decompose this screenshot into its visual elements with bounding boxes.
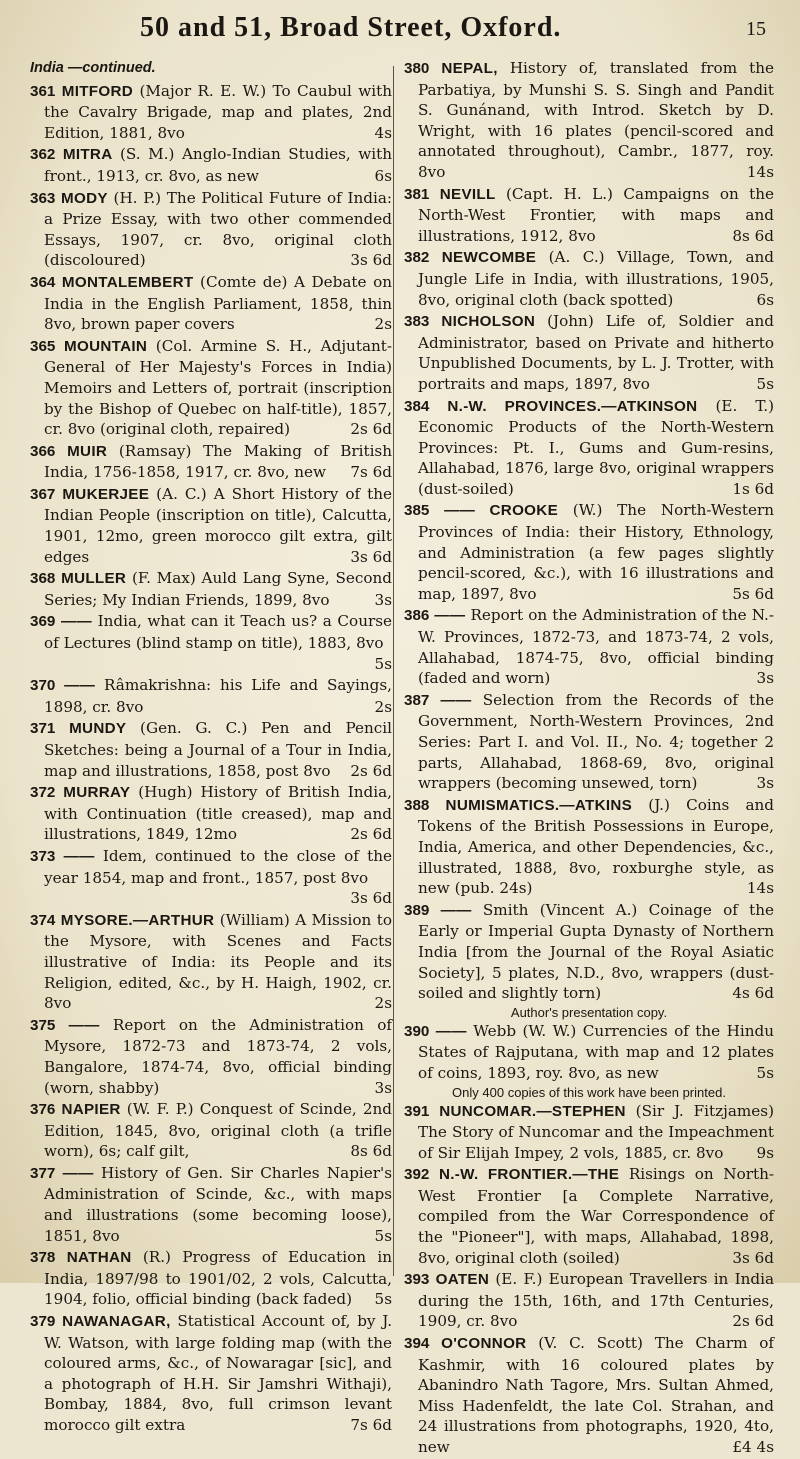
- entry-price: 2s: [374, 697, 392, 716]
- entry-number: 382: [404, 249, 430, 267]
- entry-price: 5s: [374, 654, 392, 673]
- entry-author: ——: [63, 847, 95, 865]
- entry-author: MITFORD: [61, 82, 134, 100]
- column-divider: [393, 66, 394, 1276]
- entry-author: NEVILL: [439, 185, 496, 203]
- catalogue-entry: [404, 1021, 774, 1084]
- catalogue-entry: [404, 311, 774, 394]
- catalogue-entry: [30, 568, 392, 610]
- entry-number: 383: [404, 313, 430, 331]
- entry-number: 388: [404, 796, 430, 814]
- entry-author: ——: [64, 677, 96, 695]
- page-title: 50 and 51, Broad Street, Oxford.: [140, 12, 562, 43]
- entry-price: 2s 6d: [350, 420, 392, 439]
- catalogue-entry: [30, 611, 392, 674]
- entry-description: Report on the Administration of the N.-W. Provinces, 1872-73, and 1873-74, 2 vols, Allahabad, 1874-75, 8vo, official binding (faded and worn): [418, 606, 774, 688]
- entry-author: MULLER: [61, 570, 127, 588]
- entry-description: (A. C.) A Short History of the Indian People (inscription on title), Calcutta, 1901, 12mo, green morocco gilt extra, gilt edges: [44, 484, 393, 566]
- catalogue-entry: [404, 184, 774, 247]
- entry-price: 3s: [374, 1078, 392, 1097]
- entry-author: NEWCOMBE: [441, 249, 537, 267]
- catalogue-entry: [404, 1333, 774, 1458]
- entry-author: NATHAN: [66, 1249, 132, 1267]
- entry-author: ——: [440, 691, 472, 709]
- catalogue-entry: [30, 1163, 392, 1246]
- catalogue-entry: [30, 144, 392, 186]
- entry-number: 369: [30, 613, 56, 631]
- entry-author: MUIR: [67, 442, 108, 460]
- entry-author: NEPAL,: [441, 60, 498, 77]
- catalogue-entry: [404, 690, 774, 794]
- entry-author: NUMISMATICS.—ATKINS: [445, 796, 633, 814]
- entry-price: 4s 6d: [732, 984, 774, 1003]
- entry-description: (Major R. E. W.) To Caubul with the Cavalry Brigade, map and plates, 2nd Edition, 1881, 8vo: [44, 81, 393, 142]
- entry-number: 364: [30, 273, 56, 291]
- catalogue-entry: [30, 1311, 392, 1436]
- entry-number: 365: [30, 337, 56, 355]
- catalogue-entry: [30, 441, 392, 483]
- entry-author: MITRA: [62, 146, 113, 164]
- left-entry-list: [30, 81, 392, 1436]
- entry-price: 7s 6d: [350, 463, 392, 482]
- entry-number: 390: [404, 1022, 430, 1040]
- entry-number: 373: [30, 847, 56, 865]
- catalogue-entry: [30, 675, 392, 717]
- entry-number: 379: [30, 1313, 56, 1331]
- entry-price: 5s 6d: [732, 584, 774, 603]
- entry-author: N.-W. PROVINCES.—ATKINSON: [447, 397, 698, 415]
- catalogue-entry: [30, 846, 392, 909]
- entry-author: NAPIER: [61, 1101, 121, 1119]
- entry-price: 14s: [746, 162, 774, 181]
- entry-price: 5s: [374, 1226, 392, 1245]
- entry-number: 381: [404, 185, 430, 203]
- catalogue-entry: [404, 900, 774, 1004]
- entry-price: 14s: [746, 879, 774, 898]
- entry-description: History of Gen. Sir Charles Napier's Administration of Scinde, &c., with maps and illustrations (some becoming loose), 1851, 8vo: [44, 1163, 392, 1245]
- entry-author: MUKERJEE: [62, 485, 150, 503]
- entry-author: MYSORE.—ARTHUR: [60, 911, 215, 929]
- entry-number: 374: [30, 911, 56, 929]
- entry-number: 386: [404, 607, 430, 625]
- entry-number: 370: [30, 677, 56, 695]
- entry-author: NICHOLSON: [441, 313, 536, 331]
- entry-author: ——: [68, 1016, 100, 1034]
- entry-number: 391: [404, 1102, 430, 1120]
- entry-description: (Gen. G. C.) Pen and Pencil Sketches: being a Journal of a Tour in India, map and illustrations, 1858, post 8vo: [44, 719, 393, 780]
- catalogue-entry: [30, 484, 392, 567]
- entry-price: 2s 6d: [732, 1312, 774, 1331]
- entry-description: (J.) Coins and Tokens of the British Possessions in Europe, India, America, and other Dependencies, &c., illustrated, 1888, 8vo, roxburghe style, as new (pub. 24s): [418, 795, 775, 898]
- entry-number: 384: [404, 397, 430, 415]
- catalogue-entry: [404, 1101, 774, 1164]
- entry-number: 387: [404, 691, 430, 709]
- entry-author: —— CROOKE: [444, 502, 558, 520]
- entry-price: 8s 6d: [350, 1142, 392, 1161]
- entry-price: 3s: [756, 669, 774, 688]
- entry-note: Author's presentation copy.: [510, 1004, 668, 1020]
- catalogue-entry: [30, 1099, 392, 1162]
- entry-price: 6s: [374, 166, 392, 185]
- entry-number: 368: [30, 570, 56, 588]
- entry-author: NUNCOMAR.—STEPHEN: [439, 1102, 626, 1120]
- entry-note: Only 400 copies of this work have been printed.: [452, 1084, 726, 1100]
- entry-description: Râmakrishna: his Life and Sayings, 1898, cr. 8vo: [44, 676, 392, 716]
- entry-number: 393: [404, 1271, 430, 1289]
- right-entry-list: [404, 58, 774, 1458]
- catalogue-entry: [30, 188, 392, 271]
- entry-number: 363: [30, 189, 56, 207]
- catalogue-entry: [30, 336, 392, 440]
- catalogue-entry: [30, 1247, 392, 1310]
- entry-description: Selection from the Records of the Government, North-Western Provinces, 2nd Series: Part I. and Vol. II., No. 4; together 2 parts, Allahabad, 1868-69, 8vo, original wrappers (becoming unsewed, torn): [418, 690, 775, 793]
- page-number: 15: [746, 18, 766, 40]
- entry-description: (Sir J. Fitzjames) The Story of Nuncomar and the Impeachment of Sir Elijah Impey, 2 vols, 1885, cr. 8vo: [418, 1101, 775, 1162]
- entry-price: 3s: [756, 774, 774, 793]
- entry-author: MUNDY: [69, 720, 127, 738]
- entry-description: History of, translated from the Parbatiya, by Munshi S. S. Singh and Pandit S. Gunánand, with Introd. Sketch by D. Wright, with 16 plates (pencil-scored and annotated throughout), Cambr., 1877, roy. 8vo: [418, 59, 775, 181]
- entry-number: 372: [30, 784, 56, 802]
- entry-price: 3s 6d: [350, 547, 392, 566]
- entry-price: 6s: [756, 290, 774, 309]
- entry-number: 362: [30, 146, 56, 164]
- entry-description: (John) Life of, Soldier and Administrator, based on Private and hitherto Unpublished Documents, by L. J. Trotter, with portraits and maps, 1897, 8vo: [418, 312, 775, 393]
- entry-description: (S. M.) Anglo-Indian Studies, with front., 1913, cr. 8vo, as new: [44, 145, 393, 185]
- catalogue-entry: [30, 272, 392, 335]
- left-column: [30, 58, 392, 1437]
- entry-price: 5s: [756, 374, 774, 393]
- entry-number: 376: [30, 1101, 56, 1119]
- entry-description: Statistical Account of, by J. W. Watson, with large folding map (with the coloured arms, &c., of Nowaragar [sic], and a photograph of H.H. Sir Jamshri Withaji), Bombay, 1884, 8vo, full crimson levant morocco gilt extra: [44, 1312, 393, 1434]
- catalogue-entry: [404, 58, 774, 183]
- entry-number: 366: [30, 442, 56, 460]
- entry-description: (V. C. Scott) The Charm of Kashmir, with 16 coloured plates by Abanindro Nath Tagore, Mrs. Sultan Ahmed, Miss Hadenfeldt, the late Col. Strahan, and 24 illustrations from photographs, 1920, 4to, new: [418, 1334, 775, 1456]
- entry-price: 3s 6d: [732, 1248, 774, 1267]
- entry-description: (Comte de) A Debate on India in the English Parliament, 1858, thin 8vo, brown paper covers: [44, 272, 393, 334]
- entry-author: ——: [62, 1164, 94, 1182]
- entry-number: 380: [404, 60, 430, 77]
- catalogue-entry: [404, 247, 774, 310]
- entry-author: MOUNTAIN: [64, 337, 148, 355]
- entry-price: 5s: [756, 1063, 774, 1082]
- entry-description: (F. Max) Auld Lang Syne, Second Series; My Indian Friends, 1899, 8vo: [44, 569, 392, 609]
- entry-price: 7s 6d: [350, 1416, 392, 1434]
- entry-author: MURRAY: [63, 784, 131, 802]
- entry-description: (E. T.) Economic Products of the North-Western Provinces: Pt. I., Gums and Gum-resins, Allahabad, 1876, large 8vo, original wrappers (dust-soiled): [418, 396, 774, 498]
- entry-description: (William) A Mission to the Mysore, with Scenes and Facts illustrative of India: its People and its Religion, edited, &c., by H. Haigh, 1902, cr. 8vo: [44, 910, 392, 1013]
- entry-author: OATEN: [435, 1271, 490, 1289]
- entry-author: NAWANAGAR,: [62, 1313, 171, 1331]
- entry-number: 385: [404, 502, 430, 520]
- entry-price: 2s 6d: [350, 825, 392, 844]
- entry-number: 375: [30, 1016, 56, 1034]
- entry-description: Report on the Administration of Mysore, 1872-73 and 1873-74, 2 vols, Bangalore, 1874-74, 8vo, official binding (worn, shabby): [44, 1015, 392, 1097]
- entry-price: 3s 6d: [350, 889, 392, 908]
- entry-price: 1s 6d: [732, 479, 774, 498]
- catalogue-entry: [30, 81, 392, 144]
- entry-number: 394: [404, 1335, 430, 1353]
- entry-description: Webb (W. W.) Currencies of the Hindu States of Rajputana, with map and 12 plates of coins, 1893, roy. 8vo, as new: [418, 1021, 775, 1082]
- entry-author: ——: [435, 1022, 467, 1040]
- catalogue-entry: [404, 605, 774, 688]
- catalogue-entry: [30, 910, 392, 1014]
- catalogue-entry: [404, 1164, 774, 1268]
- entry-number: 378: [30, 1249, 56, 1267]
- entry-author: MODY: [61, 189, 108, 207]
- entry-description: (Hugh) History of British India, with Continuation (title creased), map and illustrations, 1849, 12mo: [44, 783, 393, 844]
- entry-number: 367: [30, 485, 56, 503]
- entry-description: Smith (Vincent A.) Coinage of the Early or Imperial Gupta Dynasty of Northern India [from the Journal of the Royal Asiatic Society], 5 plates, N.D., 8vo, wrappers (dust-soiled and slightly torn): [418, 900, 774, 1003]
- entry-description: (R.) Progress of Education in India, 1897/98 to 1901/02, 2 vols, Calcutta, 1904, folio, official binding (back faded): [44, 1248, 393, 1309]
- entry-author: ——: [60, 613, 92, 631]
- entry-price: £4 4s: [732, 1438, 774, 1456]
- catalogue-entry: [30, 718, 392, 781]
- entry-price: 9s: [756, 1143, 774, 1162]
- entry-description: (A. C.) Village, Town, and Jungle Life in India, with illustrations, 1905, 8vo, original cloth (back spotted): [418, 248, 774, 309]
- entry-price: 2s: [374, 994, 392, 1013]
- section-continued-heading: India —continued.: [30, 60, 156, 76]
- catalogue-entry: [404, 795, 774, 899]
- catalogue-entry: [404, 396, 774, 500]
- catalogue-entry: [404, 1269, 774, 1332]
- entry-number: 371: [30, 720, 56, 738]
- catalogue-entry: [30, 1015, 392, 1098]
- entry-description: (H. P.) The Political Future of India: a Prize Essay, with two other commended Essays, 1907, cr. 8vo, original cloth (discoloured): [44, 188, 393, 270]
- entry-description: (W.) The North-Western Provinces of India: their History, Ethnology, and Administration (a few pages slightly pencil-scored, &c.), with 16 illustrations and map, 1897, 8vo: [418, 501, 774, 603]
- entry-price: 3s 6d: [350, 251, 392, 270]
- entry-author: MONTALEMBERT: [61, 273, 194, 291]
- entry-number: 389: [404, 901, 430, 919]
- entry-description: (Col. Armine S. H., Adjutant-General of Her Majesty's Forces in India) Memoirs and Letters of, portrait (inscription by the Bishop of Quebec on half-title), 1857, cr. 8vo (original cloth, repaired): [44, 336, 393, 439]
- entry-description: (Capt. H. L.) Campaigns on the North-West Frontier, with maps and illustrations, 1912, 8vo: [418, 184, 775, 245]
- entry-price: 5s: [374, 1290, 392, 1309]
- entry-description: Idem, continued to the close of the year 1854, map and front., 1857, post 8vo: [44, 846, 393, 887]
- entry-number: 377: [30, 1164, 56, 1182]
- entry-description: India, what can it Teach us? a Course of Lectures (blind stamp on title), 1883, 8vo: [44, 612, 393, 653]
- entry-description: (E. F.) European Travellers in India during the 15th, 16th, and 17th Centuries, 1909, cr. 8vo: [418, 1270, 775, 1331]
- entry-price: 8s 6d: [732, 226, 774, 245]
- entry-price: 2s 6d: [350, 761, 392, 780]
- entry-price: 4s: [374, 123, 392, 142]
- entry-price: 3s: [374, 590, 392, 609]
- entry-author: N.-W. FRONTIER.—THE: [439, 1166, 620, 1184]
- entry-description: Risings on North-West Frontier [a Complete Narrative, compiled from the War Correspondence of the "Pioneer"], with maps, Allahabad, 1898, 8vo, original cloth (soiled): [418, 1165, 775, 1267]
- entry-price: 2s: [374, 315, 392, 334]
- catalogue-entry: [30, 782, 392, 845]
- entry-author: O'CONNOR: [441, 1335, 527, 1353]
- catalogue-entry: [404, 500, 774, 604]
- entry-description: (W. F. P.) Conquest of Scinde, 2nd Edition, 1845, 8vo, original cloth (a trifle worn), 6s; calf gilt,: [44, 1100, 393, 1161]
- right-column: [404, 58, 774, 1459]
- entry-author: ——: [434, 607, 466, 625]
- entry-number: 392: [404, 1166, 430, 1184]
- entry-number: 361: [30, 82, 56, 100]
- entry-author: ——: [440, 901, 472, 919]
- entry-description: (Ramsay) The Making of British India, 1756-1858, 1917, cr. 8vo, new: [44, 441, 393, 482]
